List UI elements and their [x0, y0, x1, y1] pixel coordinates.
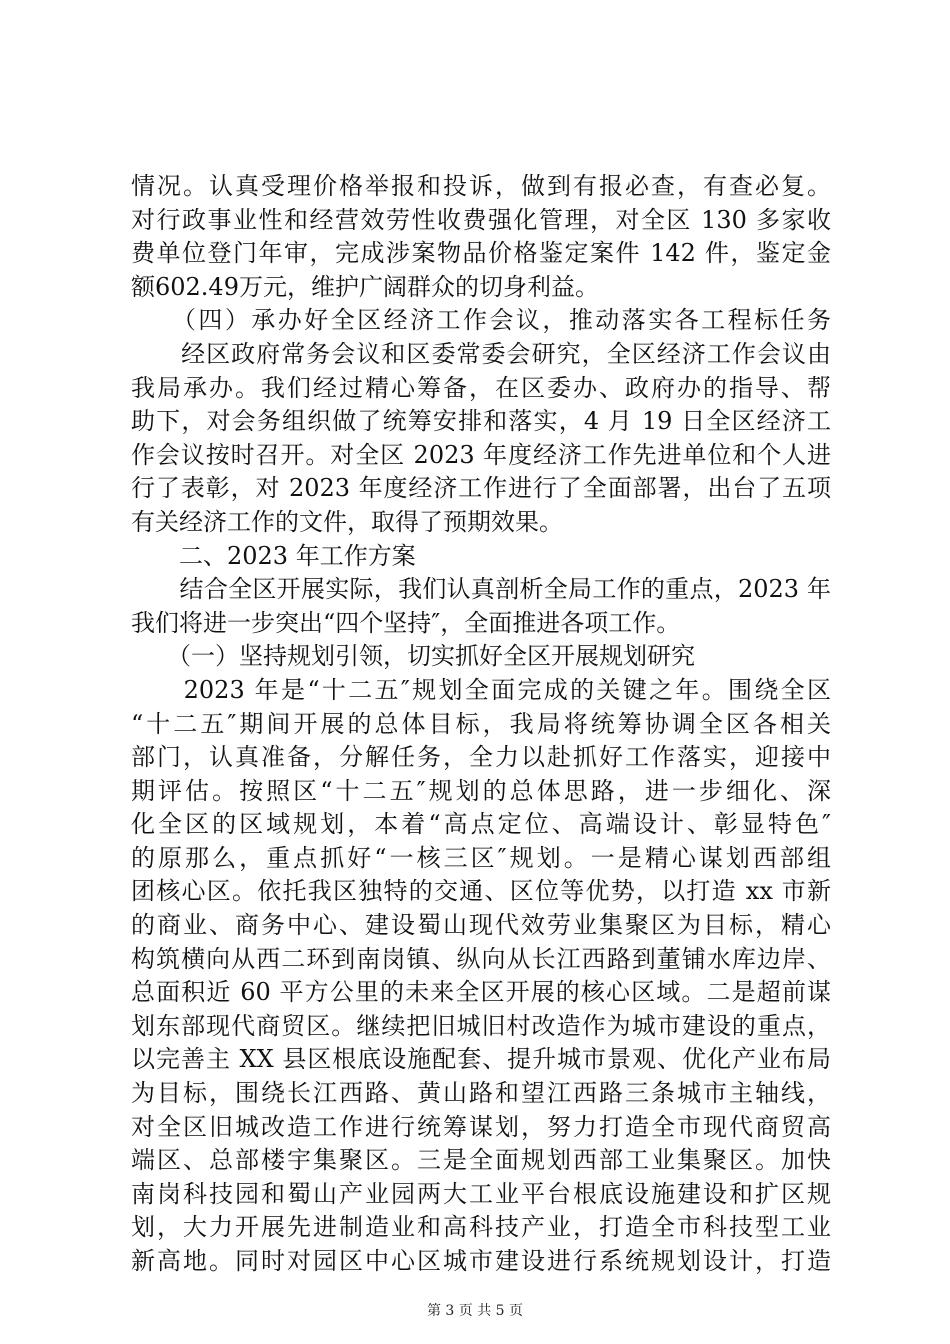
text-line: 有关经济工作的文件，取得了预期效果。: [131, 507, 563, 536]
text-line: 额602.49万元，维护广阔群众的切身利益。: [131, 272, 599, 301]
text-line: 团核心区。依托我区独特的交通、区位等优势，以打造 xx 市新: [131, 877, 831, 906]
text-line: 作会议按时召开。对全区 2023 年度经济工作先进单位和个人进: [131, 440, 831, 469]
text-line: 对行政事业性和经营效劳性收费强化管理，对全区 130 多家收: [131, 205, 831, 234]
text-line: 划，大力开展先进制造业和高科技产业，打造全市科技型工业: [131, 1213, 831, 1242]
text-line: 新高地。同时对园区中心区城市建设进行系统规划设计，打造: [131, 1247, 831, 1275]
text-line: 部门，认真准备，分解任务，全力以赴抓好工作落实，迎接中: [131, 743, 831, 772]
text-line: 情况。认真受理价格举报和投诉，做到有报必查，有查必复。: [131, 172, 831, 200]
body-text: [131, 170, 831, 1279]
text-line: 的商业、商务中心、建设蜀山现代效劳业集聚区为目标，精心: [131, 911, 831, 940]
page-number-footer: 第 3 页 共 5 页: [426, 1303, 524, 1319]
text-line: 2023 年是“十二五″规划全面完成的关键之年。围绕全区: [131, 675, 831, 704]
text-line: 以完善主 XX 县区根底设施配套、提升城市景观、优化产业布局: [131, 1045, 831, 1074]
text-line: 南岗科技园和蜀山产业园两大工业平台根底设施建设和扩区规: [131, 1179, 831, 1208]
text-line: 期评估。按照区“十二五″规划的总体思路，进一步细化、深: [131, 776, 831, 805]
text-line: 结合全区开展实际，我们认真剖析全局工作的重点，2023 年: [131, 575, 831, 604]
text-line: 化全区的区域规划，本着“高点定位、高端设计、彰显特色″: [131, 810, 831, 839]
text-line: 经区政府常务会议和区委常委会研究，全区经济工作会议由: [131, 339, 831, 368]
text-line: 划东部现代商贸区。继续把旧城旧村改造作为城市建设的重点，: [131, 1011, 831, 1040]
text-line: 对全区旧城改造工作进行统筹谋划，努力打造全市现代商贸高: [131, 1112, 831, 1141]
section-heading: （四）承办好全区经济工作会议，推动落实各工程标任务: [131, 306, 831, 335]
text-line: 助下，对会务组织做了统筹安排和落实，4 月 19 日全区经济工: [131, 407, 831, 436]
text-line: 构筑横向从西二环到南岗镇、纵向从长江西路到董铺水库边岸、: [131, 944, 831, 973]
text-line: 总面积近 60 平方公里的未来全区开展的核心区域。二是超前谋: [131, 978, 831, 1007]
text-line: 行了表彰，对 2023 年度经济工作进行了全面部署，出台了五项: [131, 474, 831, 503]
text-line: 为目标，围绕长江西路、黄山路和望江西路三条城市主轴线，: [131, 1079, 831, 1108]
text-line: 端区、总部楼宇集聚区。三是全面规划西部工业集聚区。加快: [131, 1146, 831, 1175]
text-line: 费单位登门年审，完成涉案物品价格鉴定案件 142 件，鉴定金: [131, 239, 831, 268]
text-line: “十二五″期间开展的总体目标，我局将统筹协调全区各相关: [131, 709, 831, 738]
text-line: 的原那么，重点抓好“一核三区″规划。一是精心谋划西部组: [131, 843, 831, 872]
text-line: 我们将进一步突出“四个坚持″，全面推进各项工作。: [131, 608, 681, 637]
text-line: 我局承办。我们经过精心筹备，在区委办、政府办的指导、帮: [131, 373, 831, 402]
section-heading: 二、2023 年工作方案: [131, 541, 416, 570]
section-heading: （一）坚持规划引领，切实抓好全区开展规划研究: [131, 642, 695, 671]
